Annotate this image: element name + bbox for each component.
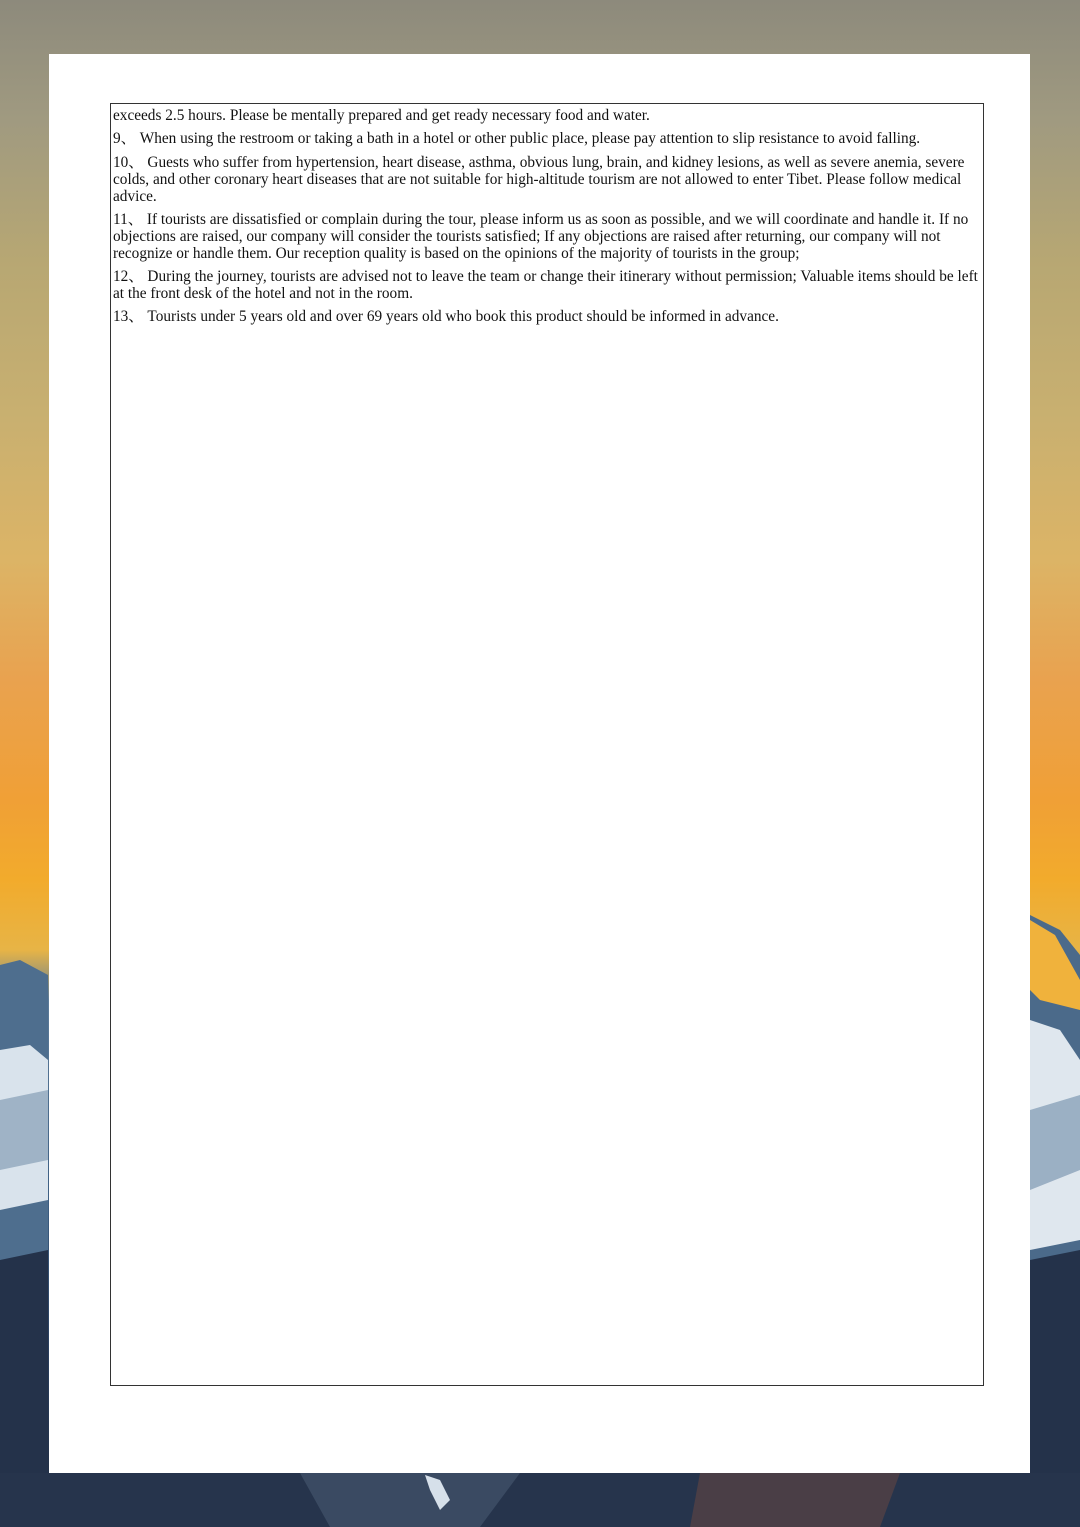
page-sheet [49,54,1030,1473]
text-frame [110,103,984,1386]
paragraph-item-11: 11、 If tourists are dissatisfied or complain during the tour, please inform us as soon as possible, and we will coordinate and handle it. If no objections are raised, our company will consider the tourists satisfied; If any objections are raised after returning, our company will not recognize or handle them. Our reception quality is based on the opinions of the majority of tourists in the group; [113,211,969,262]
paragraph-item-12: 12、 During the journey, tourists are advised not to leave the team or change their itinerary without permission; Valuable items should be left at the front desk of the hotel and not in the room. [113,268,978,302]
paragraph-item-10: 10、 Guests who suffer from hypertension, heart disease, asthma, obvious lung, brain, and kidney lesions, as well as severe anemia, severe colds, and other coronary heart diseases that are not suitable for high-altitude tourism are not allowed to enter Tibet. Please follow medical advice. [113,154,965,205]
paragraph-item-9: 9、 When using the restroom or taking a bath in a hotel or other public place, please pay attention to slip resistance to avoid falling. [113,130,921,147]
paragraph-item-13: 13、 Tourists under 5 years old and over 69 years old who book this product should be informed in advance. [113,308,779,325]
paragraph-continued: exceeds 2.5 hours. Please be mentally prepared and get ready necessary food and water. [113,107,650,124]
